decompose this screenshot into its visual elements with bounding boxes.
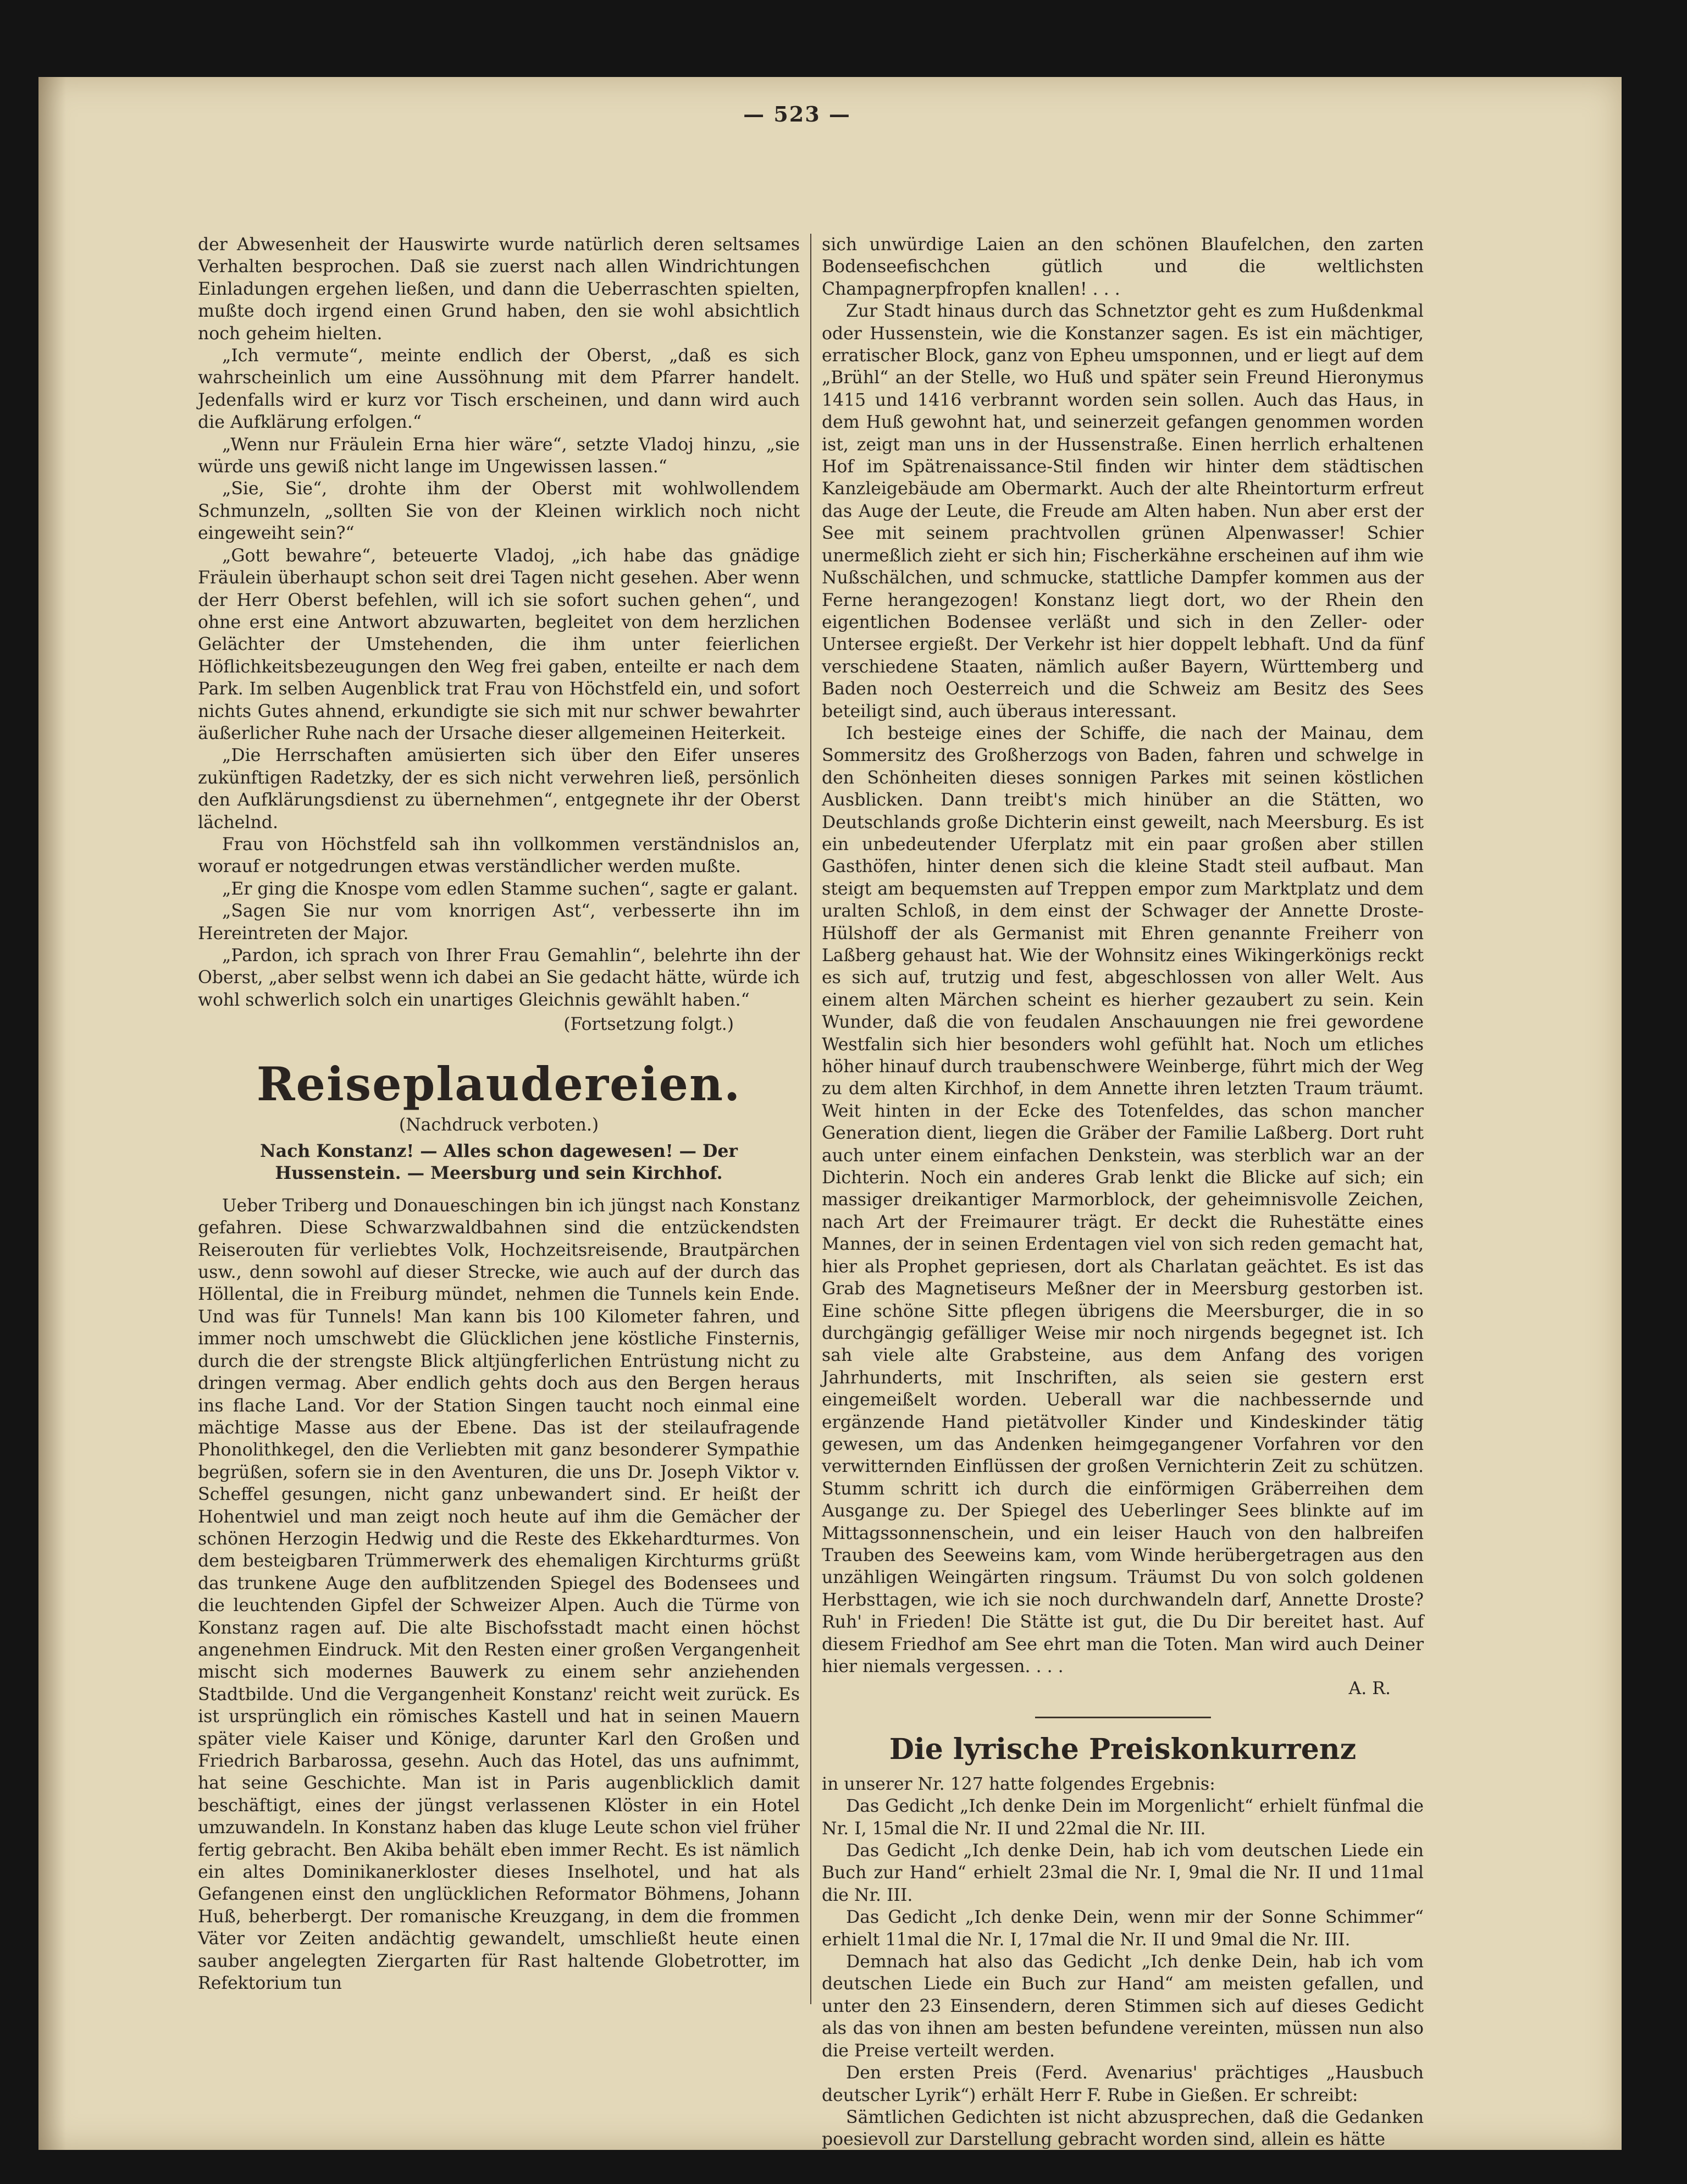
contest-paragraph: in unserer Nr. 127 hatte folgendes Ergebnis: bbox=[822, 1774, 1215, 1794]
contest-paragraph: Das Gedicht „Ich denke Dein, hab ich vom deutschen Liede ein Buch zur Hand“ erhielt 23mal die Nr. I, 9mal die Nr. II und 11mal die Nr. III. bbox=[822, 1841, 1424, 1905]
contest-headline: Die lyrische Preiskonkurrenz bbox=[889, 1732, 1357, 1766]
contest-paragraph: Demnach hat also das Gedicht „Ich denke Dein, hab ich vom deutschen Liede ein Buch zur Hand“ am meisten gefallen, und unter den 23 Einsendern, deren Stimmen sich auf dieses Gedicht als das von ihnen am besten befundene vereinten, müssen nun also die Preise verteilt werden. bbox=[822, 1952, 1424, 2061]
novel-paragraph: „Ich vermute“, meinte endlich der Oberst, „daß es sich wahrscheinlich um eine Aussöhnung mit dem Pfarrer handelt. Jedenfalls wird er kurz vor Tisch erscheinen, und dann wird auch die Aufklärung erfolgen.“ bbox=[198, 346, 800, 433]
page-number: — 523 — bbox=[743, 102, 851, 126]
article-paragraph: Ueber Triberg und Donaueschingen bin ich jüngst nach Konstanz gefahren. Diese Schwarzwaldbahnen sind die entzückendsten Reiserouten für verliebtes Volk, Hochzeitsreisende, Brautpärchen usw., denn sowohl auf dieser Strecke, wie auch auf der durch das Höllental, die in Freiburg mündet, nehmen die Tunnels kein Ende. Und was für Tunnels! Man kann bis 100 Kilometer fahren, und immer noch umschwebt die Glücklichen jene köstliche Finsternis, durch die der strengste Blick altjüngferlichen Entrüstung nicht zu dringen vermag. Aber endlich gehts doch aus den Bergen heraus ins flache Land. Vor der Station Singen taucht noch einmal eine mächtige Masse aus der Ebene. Das ist der steilaufragende Phonolithkegel, den die Verliebten mit ganz besonderer Sympathie begrüßen, sofern sie in den Aventuren, die uns Dr. Joseph Viktor v. Scheffel gesungen, nicht ganz unbewandert sind. Er heißt der Hohentwiel und man zeigt noch heute auf ihm die Gemächer der schönen Herzogin Hedwig und die Reste des Ekkehardturmes. Von dem besteigbaren Trümmerwerk des ehemaligen Kirchturms grüßt das trunkene Auge den aufblitzenden Spiegel des Bodensees und die leuchtenden Gipfel der Schweizer Alpen. Auch die Türme von Konstanz ragen auf. Die alte Bischofsstadt macht einen höchst angenehmen Eindruck. Mit den Resten einer großen Vergangenheit mischt sich modernes Bauwerk zu einem sehr anziehenden Stadtbilde. Und die Vergangenheit Konstanz' reicht weit zurück. Es ist ursprünglich ein römisches Kastell und hat in seinen Mauern später viele Kaiser und Könige, darunter Karl den Großen und Friedrich Barbarossa, gesehn. Auch das Hotel, das uns aufnimmt, hat seine Geschichte. Man ist in Paris augenblicklich damit beschäftigt, eines der jüngst verlassenen Klöster in ein Hotel umzuwandeln. In Konstanz haben das kluge Leute schon viel früher fertig gebracht. Ben Akiba behält eben immer Recht. Es ist nämlich ein altes Dominikanerkloster dieses Inselhotel, und hat als Gefangenen einst den unglücklichen Reformator Böhmens, Johann Huß, beherbergt. Der romanische Kreuzgang, in dem die frommen Väter vor Zeiten andächtig gewandelt, umschließt heute einen sauber angelegten Ziergarten für Rast haltende Globetrotter, im Refektorium tun bbox=[198, 1195, 800, 1994]
novel-paragraph: der Abwesenheit der Hauswirte wurde natürlich deren seltsames Verhalten besprochen. Daß sie zuerst nach allen Windrichtungen Einladungen ergehen ließen, und dann die Ueberraschten spielten, mußte doch irgend einen Grund haben, den sie wohl absichtlich noch geheim hielten. bbox=[198, 235, 800, 344]
page-fold-shadow bbox=[38, 77, 66, 2150]
contest-paragraph: Den ersten Preis (Ferd. Avenarius' prächtiges „Hausbuch deutscher Lyrik“) erhält Herr F. Rube in Gießen. Er schreibt: bbox=[822, 2063, 1424, 2105]
novel-paragraph: „Pardon, ich sprach von Ihrer Frau Gemahlin“, belehrte ihn der Oberst, „aber selbst wenn ich dabei an Sie gedacht hätte, würde ich wohl schwerlich solch ein unartiges Gleichnis gewählt haben.“ bbox=[198, 946, 800, 1010]
author-signature: A. R. bbox=[1348, 1679, 1391, 1699]
reprint-notice: (Nachdruck verboten.) bbox=[399, 1115, 599, 1135]
article-paragraph: sich unwürdige Laien an den schönen Blaufelchen, den zarten Bodenseefischchen gütlich und die weltlichsten Champagnerpfropfen knallen! . . . bbox=[822, 235, 1424, 299]
novel-paragraph: „Wenn nur Fräulein Erna hier wäre“, setzte Vladoj hinzu, „sie würde uns gewiß nicht lange im Ungewissen lassen.“ bbox=[198, 434, 800, 477]
article-paragraph: Ich besteige eines der Schiffe, die nach der Mainau, dem Sommersitz des Großherzogs von Baden, fahren und schwelge in den Schönheiten dieses sonnigen Parkes mit seinen köstlichen Ausblicken. Dann treibt's mich hinüber an die Stätten, wo Deutschlands große Dichterin einst geweilt, nach Meersburg. Es ist ein unbedeutender Uferplatz mit ein paar großen aber stillen Gasthöfen, hinter denen sich die kleine Stadt steil aufbaut. Man steigt am bequemsten auf Treppen empor zum Marktplatz und dem uralten Schloß, in dem einst der Schwager der Annette Droste-Hülshoff der als Germanist mit Ehren genannte Freiherr von Laßberg gehaust hat. Wie der Wohnsitz eines Wikingerkönigs reckt es sich auf, trutzig und fest, abgeschlossen von aller Welt. Aus einem alten Märchen scheint es hierher gezaubert zu sein. Kein Wunder, daß die von feudalen Anschauungen nie frei gewordene Westfalin sich hier besonders wohl gefühlt hat. Noch um etliches höher hinauf durch traubenschwere Weinberge, führt mich der Weg zu dem alten Kirchhof, in dem Annette ihren letzten Traum träumt. Weit hinten in der Ecke des Totenfeldes, das schon mancher Generation dient, liegen die Gräber der Familie Laßberg. Dort ruht auch unter einem einfachen Denkstein, was sterblich war an der Dichterin. Noch ein anderes Grab lenkt die Blicke auf sich; ein massiger dreikantiger Marmorblock, der geheimnisvolle Zeichen, nach Art der Freimaurer trägt. Er deckt die Ruhestätte eines Mannes, der in seinen Erdentagen viel von sich reden gemacht hat, hier als Prophet gepriesen, dort als Charlatan geächtet. Es ist das Grab des Magnetiseurs Meßner der in Meersburg gestorben ist. Eine schöne Sitte pflegen übrigens die Meersburger, die in so durchgängig gefälliger Weise mir noch nirgends begegnet ist. Ich sah viele alte Grabsteine, aus dem Anfang des vorigen Jahrhunderts, mit Inschriften, als seien sie gestern erst eingemeißelt worden. Ueberall war die nachbessernde und ergänzende Hand pietätvoller Kinder und Kindeskinder tätig gewesen, um das Andenken heimgegangener Vorfahren vor den verwitternden Einflüssen der großen Vernichterin Zeit zu schützen. Stumm schritt ich durch die einförmigen Gräberreihen dem Ausgange zu. Der Spiegel des Ueberlinger Sees blinkte auf im Mittagssonnenschein, und ein leiser Hauch von den halbreifen Trauben des Seeweins kam, vom Winde herübergetragen aus den unzähligen Weingärten ringsum. Träumst Du von solch goldenen Herbsttagen, wie ich sie noch durchwandeln darf, Annette Droste? Ruh' in Frieden! Die Stätte ist gut, die Du Dir bereitet hast. Auf diesem Friedhof am See ehrt man die Toten. Man wird auch Deiner hier niemals vergessen. . . . bbox=[822, 723, 1424, 1676]
novel-paragraph: „Die Herrschaften amüsierten sich über den Eifer unseres zukünftigen Radetzky, der es sich nicht verwehren ließ, persönlich den Aufklärungsdienst zu übernehmen“, entgegnete ihr der Oberst lächelnd. bbox=[198, 746, 800, 832]
article-headline: Reiseplaudereien. bbox=[256, 1056, 742, 1111]
section-divider bbox=[1035, 1717, 1211, 1718]
left-column bbox=[198, 234, 800, 1994]
novel-paragraph: „Gott bewahre“, beteuerte Vladoj, „ich habe das gnädige Fräulein überhaupt schon seit drei Tagen nicht gesehen. Aber wenn der Herr Oberst befehlen, will ich sie sofort suchen gehen“, und ohne erst eine Antwort abzuwarten, begleitet von dem herzlichen Gelächter der Umstehenden, die ihm unter feierlichen Höflichkeitsbezeugungen den Weg frei gaben, enteilte er nach dem Park. Im selben Augenblick trat Frau von Höchstfeld ein, und sofort nichts Gutes ahnend, erkundigte sie sich mit nur schwer bewahrter äußerlicher Ruhe nach der Ursache dieser allgemeinen Heiterkeit. bbox=[198, 545, 800, 743]
contest-paragraph: Sämtlichen Gedichten ist nicht abzusprechen, daß die Gedanken poesievoll zur Darstellung gebracht worden sind, allein es hätte bbox=[822, 2107, 1424, 2150]
novel-paragraph: „Er ging die Knospe vom edlen Stamme suchen“, sagte er galant. bbox=[222, 879, 798, 899]
article-paragraph: Zur Stadt hinaus durch das Schnetztor geht es zum Hußdenkmal oder Hussenstein, wie die Konstanzer sagen. Es ist ein mächtiger, erratischer Block, ganz von Epheu umsponnen, und er liegt auf dem „Brühl“ an der Stelle, wo Huß und später sein Freund Hieronymus 1415 und 1416 verbrannt worden sein sollen. Auch das Haus, in dem Huß gewohnt hat, und seinerzeit gefangen genommen worden ist, zeigt man uns in der Hussenstraße. Einen herrlich erhaltenen Hof im Spätrenaissance-Stil finden wir hinter dem städtischen Kanzleigebäude am Obermarkt. Auch der alte Rheintorturm erfreut das Auge der Leute, die Freude am Alten haben. Nun aber erst der See mit seinem prachtvollen grünen Alpenwasser! Schier unermeßlich zieht er sich hin; Fischerkähne erscheinen auf ihm wie Nußschälchen, und schmucke, stattliche Dampfer kommen aus der Ferne herangezogen! Konstanz liegt dort, wo der Rhein den eigentlichen Bodensee verläßt und sich in den Zeller- oder Untersee ergießt. Der Verkehr ist hier doppelt lebhaft. Und da fünf verschiedene Staaten, nämlich außer Bayern, Württemberg und Baden noch Oesterreich und die Schweiz am Besitz des Sees beteiligt sind, auch überaus interessant. bbox=[822, 301, 1424, 721]
column-divider bbox=[810, 234, 811, 2004]
novel-paragraph: „Sie, Sie“, drohte ihm der Oberst mit wohlwollendem Schmunzeln, „sollten Sie von der Kleinen wirklich noch nicht eingeweiht sein?“ bbox=[198, 479, 800, 544]
right-column bbox=[822, 234, 1424, 2151]
novel-paragraph: Frau von Höchstfeld sah ihn vollkommen verständnislos an, worauf er notgedrungen etwas verständlicher werden mußte. bbox=[198, 834, 800, 877]
article-subheading: Nach Konstanz! — Alles schon dagewesen! — Der Hussenstein. — Meersburg und sein Kirchhof. bbox=[260, 1141, 738, 1184]
contest-paragraph: Das Gedicht „Ich denke Dein im Morgenlicht“ erhielt fünfmal die Nr. I, 15mal die Nr. II und 22mal die Nr. III. bbox=[822, 1796, 1424, 1839]
contest-paragraph: Das Gedicht „Ich denke Dein, wenn mir der Sonne Schimmer“ erhielt 11mal die Nr. I, 17mal die Nr. II und 9mal die Nr. III. bbox=[822, 1907, 1424, 1950]
continuation-note: (Fortsetzung folgt.) bbox=[563, 1014, 734, 1035]
novel-paragraph: „Sagen Sie nur vom knorrigen Ast“, verbesserte ihn im Hereintreten der Major. bbox=[198, 901, 800, 944]
